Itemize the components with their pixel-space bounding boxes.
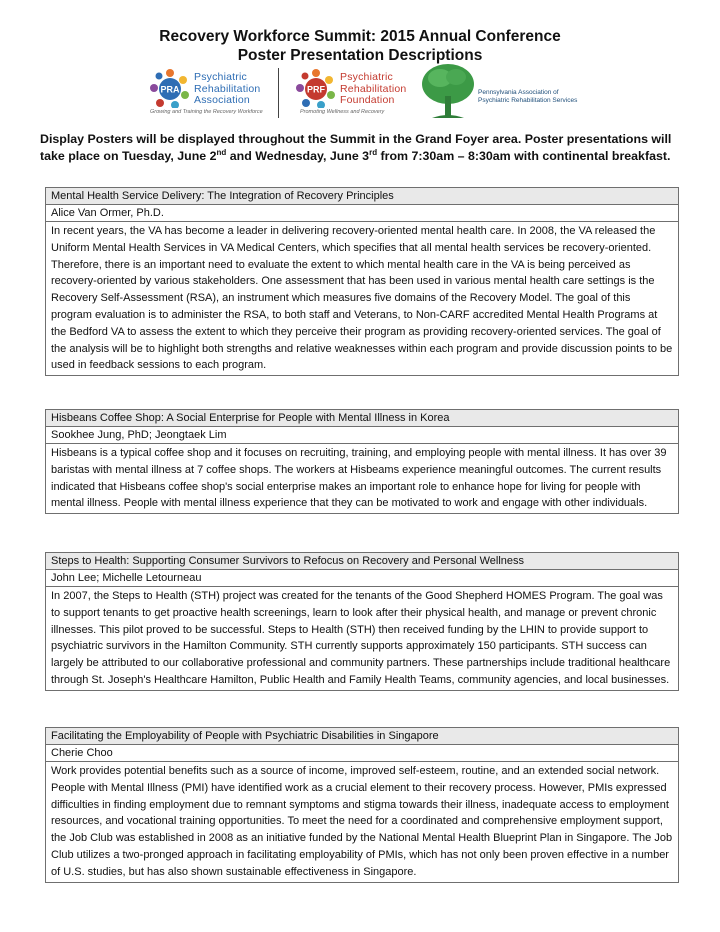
pra-name [194, 72, 260, 107]
poster-description: In 2007, the Steps to Health (STH) project was created for the tenants of the Good Shepherd HOMES Program. The goal was to support tenants to get proactive health screenings, learn to look after their physical health, and manage or prevent chronic illnesses. This pilot proved to be successful. Steps to Health (STH) then received funding by the LHIN to provide support to psychiatric survivors in the Hamilton Community. STH currently supports approximately 150 participants. STH success can largely be attributed to our collaborative professional and community partners. These partnerships include traditional healthcare through St. Joseph's Healthcare Hamilton, Public Health and Family Health Teams, community agencies, and local businesses. [46, 586, 678, 690]
pa-logo [420, 64, 580, 126]
pra-name-line-1: Psychiatric [194, 71, 247, 83]
pa-name [478, 89, 577, 104]
pra-logo [150, 64, 270, 126]
pra-name-line-2: Rehabilitation [194, 82, 261, 95]
prf-name-line-3: Foundation [340, 94, 395, 106]
poster-card [45, 552, 679, 691]
logo-strip [0, 64, 720, 126]
prf-tagline: Promoting Wellness and Recovery [300, 109, 385, 115]
prf-badge-text: PRF [307, 84, 325, 95]
pra-name-line-3: Association [194, 94, 250, 106]
prf-name [340, 72, 406, 107]
poster-card [45, 409, 679, 514]
intro-paragraph [40, 131, 680, 164]
poster-authors: Cherie Choo [46, 744, 678, 761]
prf-name-line-2: Rehabilitation [340, 82, 407, 95]
poster-authors: Sookhee Jung, PhD; Jeongtaek Lim [46, 426, 678, 443]
intro-text-3: from 7:30am – 8:30am with continental breakfast. [377, 148, 671, 163]
prf-emblem-icon [296, 68, 336, 108]
poster-authors: Alice Van Ormer, Ph.D. [46, 204, 678, 221]
intro-text-2: and Wednesday, June 3 [226, 148, 370, 163]
pra-emblem-icon [150, 68, 190, 108]
poster-title: Mental Health Service Delivery: The Integration of Recovery Principles [46, 188, 678, 204]
prf-logo [296, 64, 416, 126]
pa-name-line-2: Psychiatric Rehabilitation Services [478, 96, 578, 104]
poster-title: Steps to Health: Supporting Consumer Survivors to Refocus on Recovery and Personal Wellness [46, 553, 678, 569]
page-title [0, 27, 720, 65]
poster-title: Facilitating the Employability of People with Psychiatric Disabilities in Singapore [46, 728, 678, 744]
title-line-1: Recovery Workforce Summit: 2015 Annual Conference [159, 28, 561, 45]
poster-description: In recent years, the VA has become a leader in delivering recovery-oriented mental health care. In 2008, the VA released the Uniform Mental Health Services in VA Medical Centers, which specifies that all mental health services be recovery-oriented. Therefore, there is an important need to evaluate the extent to which mental health care in the VA is being perceived as recovery-oriented by various stakeholders. One assessment that has been used in various mental health care settings is the Recovery Self-Assessment (RSA), an instrument which measures five domains of the Recovery Model. The goal of this program evaluation is to administer the RSA, to both staff and Veterans, to Non-CARF accredited Mental Health Programs at the Bedford VA to assess the extent to which they perceive their program as providing recovery-oriented services. The goal of the analysis will be to highlight both strengths and relative weaknesses within each program and provide discussion points to be used in feedback sessions to each program. [46, 221, 678, 375]
title-line-2: Poster Presentation Descriptions [237, 47, 483, 64]
poster-description: Work provides potential benefits such as a source of income, improved self-esteem, routine, and an extended social network. People with Mental Illness (PMI) have identified work as a crucial element to their recovery process. However, PMIs expressed difficulties in finding employment due to remnant symptoms and stigma towards their illness, inadequate access to employment resources, and vocational training opportunities. To meet the need for a coordinated and comprehensive employment support, the Job Club was established in 2008 as an initiative funded by the National Mental Health Blueprint Plan in Singapore. The Job Club utilizes a two-pronged approach in facilitating employability of PMIs, which has not only been proven effective in a number of U.S. studies, but has also shown sustainable effectiveness in Singapore. [46, 761, 678, 882]
tree-icon [420, 62, 476, 122]
poster-card [45, 187, 679, 376]
intro-text-1: Display Posters will be displayed throughout the Summit in the Grand Foyer area. Poster presentations will take place on Tuesday, June 2 [40, 132, 672, 163]
prf-name-line-1: Psychiatric [340, 71, 393, 83]
pa-name-line-1: Pennsylvania Association of [478, 89, 559, 96]
poster-card [45, 727, 679, 883]
poster-description: Hisbeans is a typical coffee shop and it focuses on recruiting, training, and employing people with mental illness. It has over 39 baristas with mental illness at 7 coffee shops. The workers at Hisbeams experience meaningful outcomes. The current results indicated that Hisbeans coffee shop's social enterprise makes an important role to enhance hope for living for people with mental illness. People with mental illness experience that they can be motivated to work and engage with other individuals. [46, 443, 678, 513]
logo-divider [278, 68, 279, 118]
poster-authors: John Lee; Michelle Letourneau [46, 569, 678, 586]
intro-sup-1: nd [216, 147, 227, 157]
pra-tagline: Growing and Training the Recovery Workforce [150, 109, 263, 115]
intro-sup-2: rd [369, 147, 378, 157]
pra-badge-text: PRA [160, 84, 180, 95]
poster-title: Hisbeans Coffee Shop: A Social Enterprise for People with Mental Illness in Korea [46, 410, 678, 426]
